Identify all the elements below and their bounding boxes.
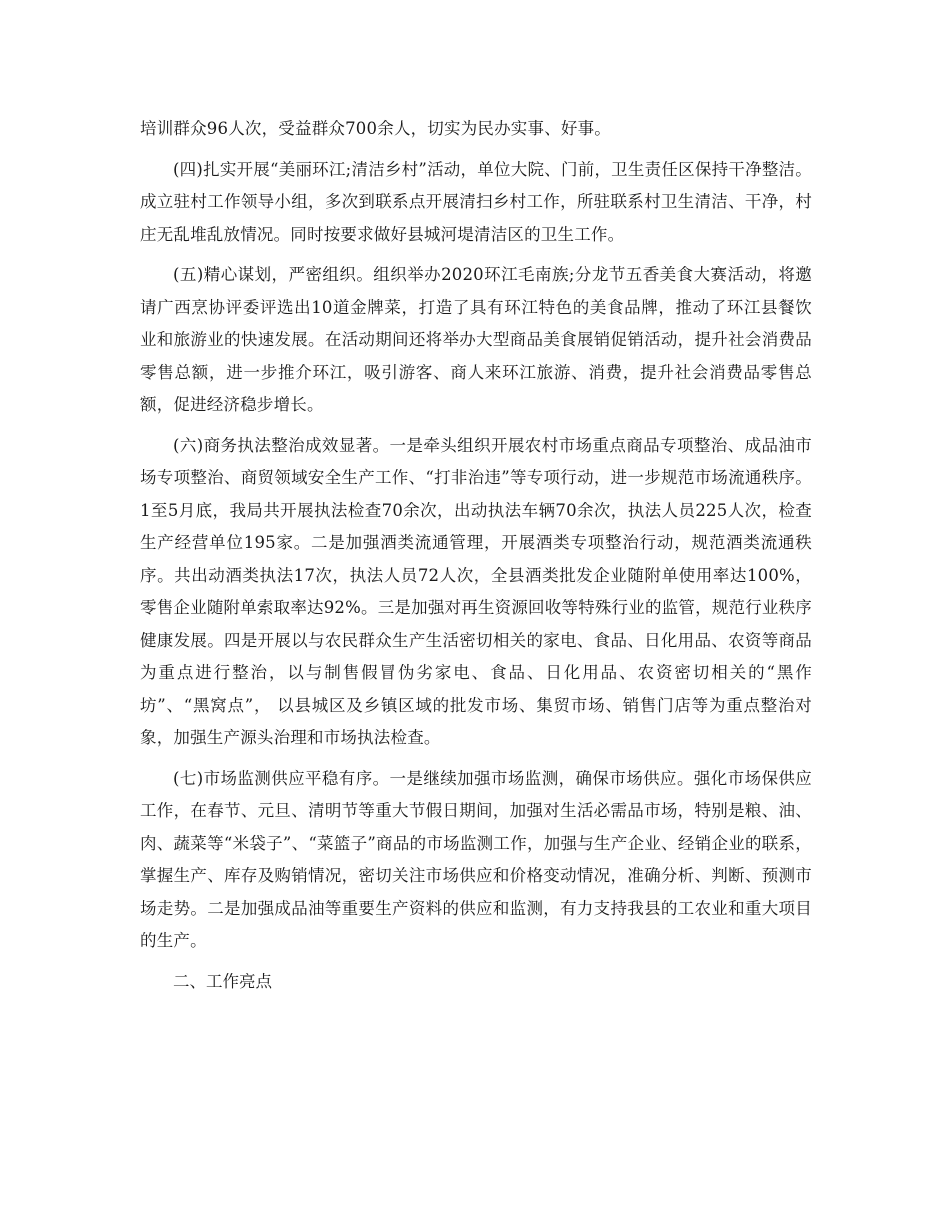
document-body xyxy=(140,113,812,998)
paragraph-training-summary: 培训群众96人次，受益群众700余人，切实为民办实事、好事。 xyxy=(140,119,611,138)
paragraph-commerce-enforcement: (六)商务执法整治成效显著。一是牵头组织开展农村市场重点商品专项整治、成品油市场专项整治、商贸领域安全生产工作、“打非治违”等专项行动，进一步规范市场流通秩序。1至5月底，我局共开展执法检查70余次，出动执法车辆70余次，执法人员225人次，检查生产经营单位195家。二是加强酒类流通管理，开展酒类专项整治行动，规范酒类流通秩序。共出动酒类执法17次，执法人员72人次，全县酒类批发企业随附单使用率达100%，零售企业随附单索取率达92%。三是加强对再生资源回收等特殊行业的监管，规范行业秩序健康发展。四是开展以与农民群众生产生活密切相关的家电、食品、日化用品、农资等商品为重点进行整治，以与制售假冒伪劣家电、食品、日化用品、农资密切相关的“黑作坊”、“黑窝点”， 以县城区及乡镇区域的批发市场、集贸市场、销售门店等为重点整治对象，加强生产源头治理和市场执法检查。 xyxy=(140,435,812,747)
section-heading: 二、工作亮点 xyxy=(173,971,272,991)
paragraph-food-festival: (五)精心谋划，严密组织。组织举办2020环江毛南族;分龙节五香美食大赛活动，将邀请广西烹协评委评选出10道金牌菜，打造了具有环江特色的美食品牌，推动了环江县餐饮业和旅游业的快速发展。在活动期间还将举办大型商品美食展销促销活动，提升社会消费品零售总额，进一步推介环江，吸引游客、商人来环江旅游、消费，提升社会消费品零售总额，促进经济稳步增长。 xyxy=(140,265,812,414)
paragraph-market-monitoring: (七)市场监测供应平稳有序。一是继续加强市场监测，确保市场供应。强化市场保供应工作，在春节、元旦、清明节等重大节假日期间，加强对生活必需品市场，特别是粮、油、肉、蔬菜等“米袋子”、“菜篮子”商品的市场监测工作，加强与生产企业、经销企业的联系，掌握生产、库存及购销情况，密切关注市场供应和价格变动情况，准确分析、判断、预测市场走势。二是加强成品油等重要生产资料的供应和监测，有力支持我县的工农业和重大项目的生产。 xyxy=(140,768,812,950)
paragraph-beautiful-huanjiang: (四)扎实开展“美丽环江;清洁乡村”活动，单位大院、门前，卫生责任区保持干净整洁。成立驻村工作领导小组，多次到联系点开展清扫乡村工作，所驻联系村卫生清洁、干净，村庄无乱堆乱放情况。同时按要求做好县城河堤清洁区的卫生工作。 xyxy=(140,159,812,244)
